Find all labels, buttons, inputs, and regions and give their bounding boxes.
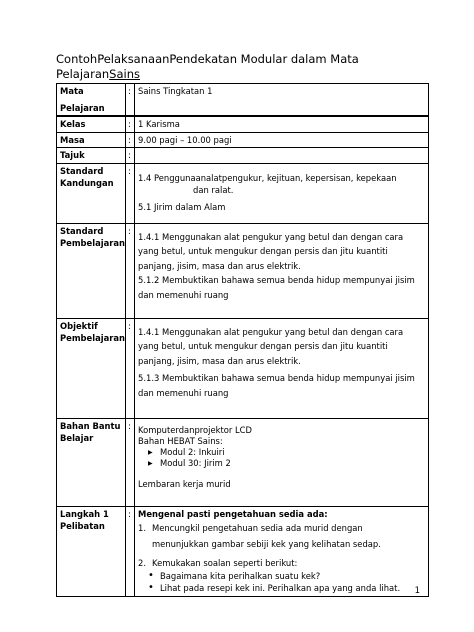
separator: : — [126, 418, 135, 506]
separator: : — [126, 132, 135, 148]
list-item: • Bagaimana kita perihalkan suatu kek? — [138, 570, 425, 583]
label-standard-pembelajaran: Standard Pembelajaran — [57, 223, 126, 318]
label-objektif-pembelajaran: Objektif Pembelajaran — [57, 318, 126, 418]
row-objektif-pembelajaran — [57, 318, 429, 418]
label-bahan-bantu-belajar: Bahan Bantu Belajar — [57, 418, 126, 506]
label-masa: Masa — [57, 132, 126, 148]
label-standard-kandungan: Standard Kandungan — [57, 163, 126, 223]
separator: : — [126, 163, 135, 223]
separator: : — [126, 223, 135, 318]
row-tajuk — [57, 148, 429, 164]
value-kelas: 1 Karisma — [135, 116, 429, 132]
separator: : — [126, 148, 135, 164]
separator: : — [126, 506, 135, 596]
value-langkah-1: Mengenal pasti pengetahuan sedia ada: 1. Mencungkil pengetahuan sedia ada murid dengan menunjukkan gambar sebiji kek yang kelihatan sedap. 2. Kemukakan soalan seperti berikut: • Bagaimana kita perihalkan suatu kek? • Lihat pada resepi kek ini. Perihalkan apa yang anda lihat. — [135, 506, 429, 596]
document-title — [56, 52, 426, 82]
separator: : — [126, 84, 135, 117]
separator: : — [126, 116, 135, 132]
section-heading: Mengenal pasti pengetahuan sedia ada: — [138, 508, 328, 519]
value-mata-pelajaran: Sains Tingkatan 1 — [135, 84, 429, 117]
value-standard-pembelajaran: 1.4.1 Menggunakan alat pengukur yang betul dan dengan cara yang betul, untuk mengukur dengan persis dan jitu kuantiti panjang, jisim, masa dan arus elektrik. 5.1.2 Membuktikan bahawa semua benda hidup mempunyai jisim dan memenuhi ruang — [135, 223, 429, 318]
list-item: ▶ Modul 2: Inkuiri — [138, 447, 425, 458]
list-item: ▶ Modul 30: Jirim 2 — [138, 458, 425, 469]
value-masa: 9.00 pagi – 10.00 pagi — [135, 132, 429, 148]
value-tajuk — [135, 148, 429, 164]
row-masa — [57, 132, 429, 148]
row-langkah-1 — [57, 506, 429, 596]
label-tajuk: Tajuk — [57, 148, 126, 164]
list-item: • Lihat pada resepi kek ini. Perihalkan apa yang anda lihat. — [138, 582, 425, 595]
label-kelas: Kelas — [57, 116, 126, 132]
row-kelas — [57, 116, 429, 132]
row-standard-pembelajaran — [57, 223, 429, 318]
label-langkah-1: Langkah 1 Pelibatan — [57, 506, 126, 596]
label-mata-pelajaran: Mata Pelajaran — [57, 84, 126, 117]
title-underlined-word: Sains — [109, 67, 140, 81]
lesson-plan-table — [56, 83, 429, 597]
value-bahan-bantu-belajar: Komputerdanprojektor LCD Bahan HEBAT Sains: ▶ Modul 2: Inkuiri ▶ Modul 30: Jirim 2 Lembaran kerja murid — [135, 418, 429, 506]
value-standard-kandungan: 1.4 Penggunaanalatpengukur, kejituan, kepersisan, kepekaan dan ralat. 5.1 Jirim dalam Alam — [135, 163, 429, 223]
row-standard-kandungan — [57, 163, 429, 223]
value-objektif-pembelajaran: 1.4.1 Menggunakan alat pengukur yang betul dan dengan cara yang betul, untuk mengukur dengan persis dan jitu kuantiti panjang, jisim, masa dan arus elektrik. 5.1.3 Membuktikan bahawa semua benda hidup mempunyai jisim dan memenuhi ruang — [135, 318, 429, 418]
title-line-2: PelajaranSains — [56, 67, 140, 81]
separator: : — [126, 318, 135, 418]
page-number: 1 — [414, 586, 420, 596]
row-mata-pelajaran — [57, 84, 429, 117]
title-line-1: ContohPelaksanaanPendekatan Modular dalam Mata — [56, 52, 359, 66]
row-bahan-bantu-belajar — [57, 418, 429, 506]
